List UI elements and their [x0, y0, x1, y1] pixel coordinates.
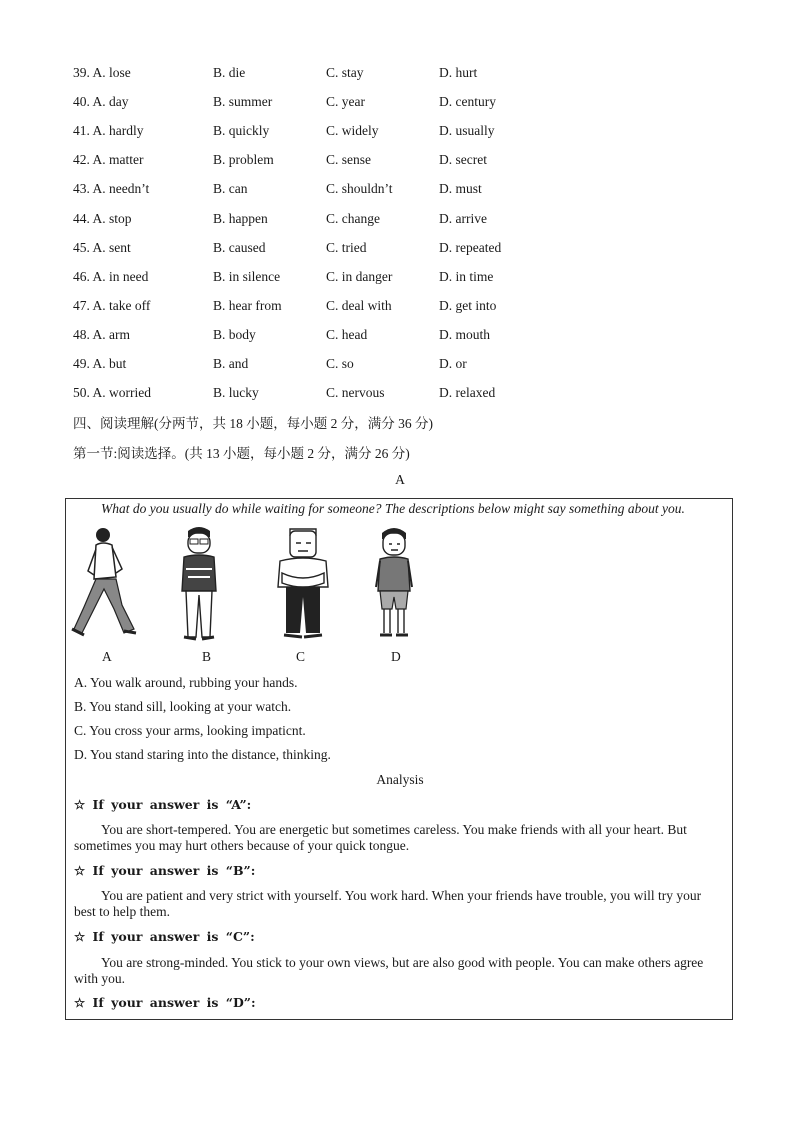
option-a: 49. A. but: [73, 356, 127, 371]
question-row: [73, 356, 733, 376]
option-c: C. so: [326, 356, 354, 371]
option-b: B. and: [213, 356, 249, 371]
option-a: 44. A. stop: [73, 210, 132, 226]
option-b: B. quickly: [213, 123, 270, 139]
option-b: B. body: [213, 326, 256, 342]
option-a: 41. A. hardly: [73, 123, 144, 139]
option-d: D. hurt: [439, 65, 478, 80]
option-d: D. usually: [439, 123, 495, 139]
option-d: D. get into: [439, 297, 497, 313]
option-b: B. lucky: [213, 385, 259, 401]
choice-d: D. You stand staring into the distance, thinking.: [74, 747, 331, 762]
option-c: C. tried: [326, 239, 367, 255]
option-d: D. must: [439, 181, 482, 197]
option-a: 47. A. take off: [73, 297, 151, 313]
answer-d-heading: ☆ If your answer is “D”:: [74, 995, 256, 1010]
figure-b-person-with-glasses: [174, 525, 224, 641]
option-d: D. arrive: [439, 210, 487, 226]
option-b: B. problem: [213, 152, 274, 168]
question-row: [73, 269, 733, 289]
question-row: [73, 123, 733, 143]
option-c: C. sense: [326, 152, 371, 168]
option-d: D. century: [439, 94, 496, 110]
choice-a: A. You walk around, rubbing your hands.: [74, 675, 298, 690]
figure-label-d: D: [391, 649, 401, 664]
figure-label-b: B: [202, 649, 212, 664]
figure-c-arms-crossed-person: [274, 525, 332, 641]
option-a: 39. A. lose: [73, 65, 131, 80]
option-c: C. in danger: [326, 268, 393, 284]
option-c: C. shouldn’t: [326, 181, 393, 197]
option-c: C. deal with: [326, 297, 392, 313]
option-a: 43. A. needn’t: [73, 181, 150, 197]
question-row: [73, 94, 733, 114]
option-a: 42. A. matter: [73, 152, 144, 168]
option-d: D. secret: [439, 152, 487, 168]
section4-heading: 四、阅读理解(分两节，共 18 小题，每小题 2 分，满分 36 分): [73, 416, 433, 431]
passage-intro: What do you usually do while waiting for someone? The descriptions below might say something about you.: [101, 501, 685, 516]
question-row: [73, 385, 733, 405]
figure-d-standing-boy: [372, 525, 416, 641]
option-d: D. relaxed: [439, 385, 496, 401]
question-row: [73, 152, 733, 172]
answer-c-text: You are strong-minded. You stick to your own views, but are also good with people. You can make others agree with you.: [74, 955, 704, 986]
question-row: [73, 211, 733, 231]
question-row: [73, 65, 733, 85]
option-c: C. head: [326, 326, 368, 342]
choice-c: C. You cross your arms, looking impaticnt.: [74, 723, 306, 738]
figure-a-walking-person: [70, 525, 138, 641]
option-a: 46. A. in need: [73, 268, 149, 284]
option-b: B. die: [213, 65, 246, 80]
question-row: [73, 240, 733, 260]
answer-a-heading: ☆ If your answer is “A”:: [74, 797, 252, 812]
option-c: C. year: [326, 94, 365, 110]
figure-label-a: A: [102, 649, 112, 664]
option-d: D. repeated: [439, 239, 502, 255]
option-c: C. widely: [326, 123, 379, 139]
figure-label-c: C: [296, 649, 306, 664]
question-row: [73, 181, 733, 201]
answer-a-text: You are short-tempered. You are energetic but sometimes careless. You make friends with all your heart. But sometimes you may hurt others because of your quick tongue.: [74, 822, 687, 853]
option-a: 45. A. sent: [73, 239, 131, 255]
option-b: B. hear from: [213, 297, 282, 313]
passage-box: [65, 498, 733, 1020]
option-c: C. stay: [326, 65, 364, 80]
option-a: 48. A. arm: [73, 326, 130, 342]
option-b: B. summer: [213, 94, 273, 110]
answer-c-heading: ☆ If your answer is “C”:: [74, 929, 255, 944]
part1-heading: 第一节:阅读选择。(共 13 小题，每小题 2 分，满分 26 分): [73, 446, 410, 461]
option-b: B. can: [213, 181, 248, 197]
option-d: D. mouth: [439, 326, 491, 342]
option-b: B. caused: [213, 239, 266, 255]
question-row: [73, 298, 733, 318]
analysis-title: Analysis: [376, 772, 424, 787]
option-d: D. or: [439, 356, 467, 371]
option-b: B. happen: [213, 210, 268, 226]
passage-label: A: [395, 472, 405, 487]
answer-b-heading: ☆ If your answer is “B”:: [74, 863, 256, 878]
option-c: C. change: [326, 210, 380, 226]
option-d: D. in time: [439, 268, 494, 284]
option-c: C. nervous: [326, 385, 385, 401]
option-b: B. in silence: [213, 268, 281, 284]
option-a: 50. A. worried: [73, 385, 151, 401]
option-a: 40. A. day: [73, 94, 129, 110]
question-row: [73, 327, 733, 347]
choice-b: B. You stand sill, looking at your watch.: [74, 699, 292, 714]
answer-b-text: You are patient and very strict with yourself. You work hard. When your friends have trouble, you will try your best to help them.: [74, 888, 702, 919]
